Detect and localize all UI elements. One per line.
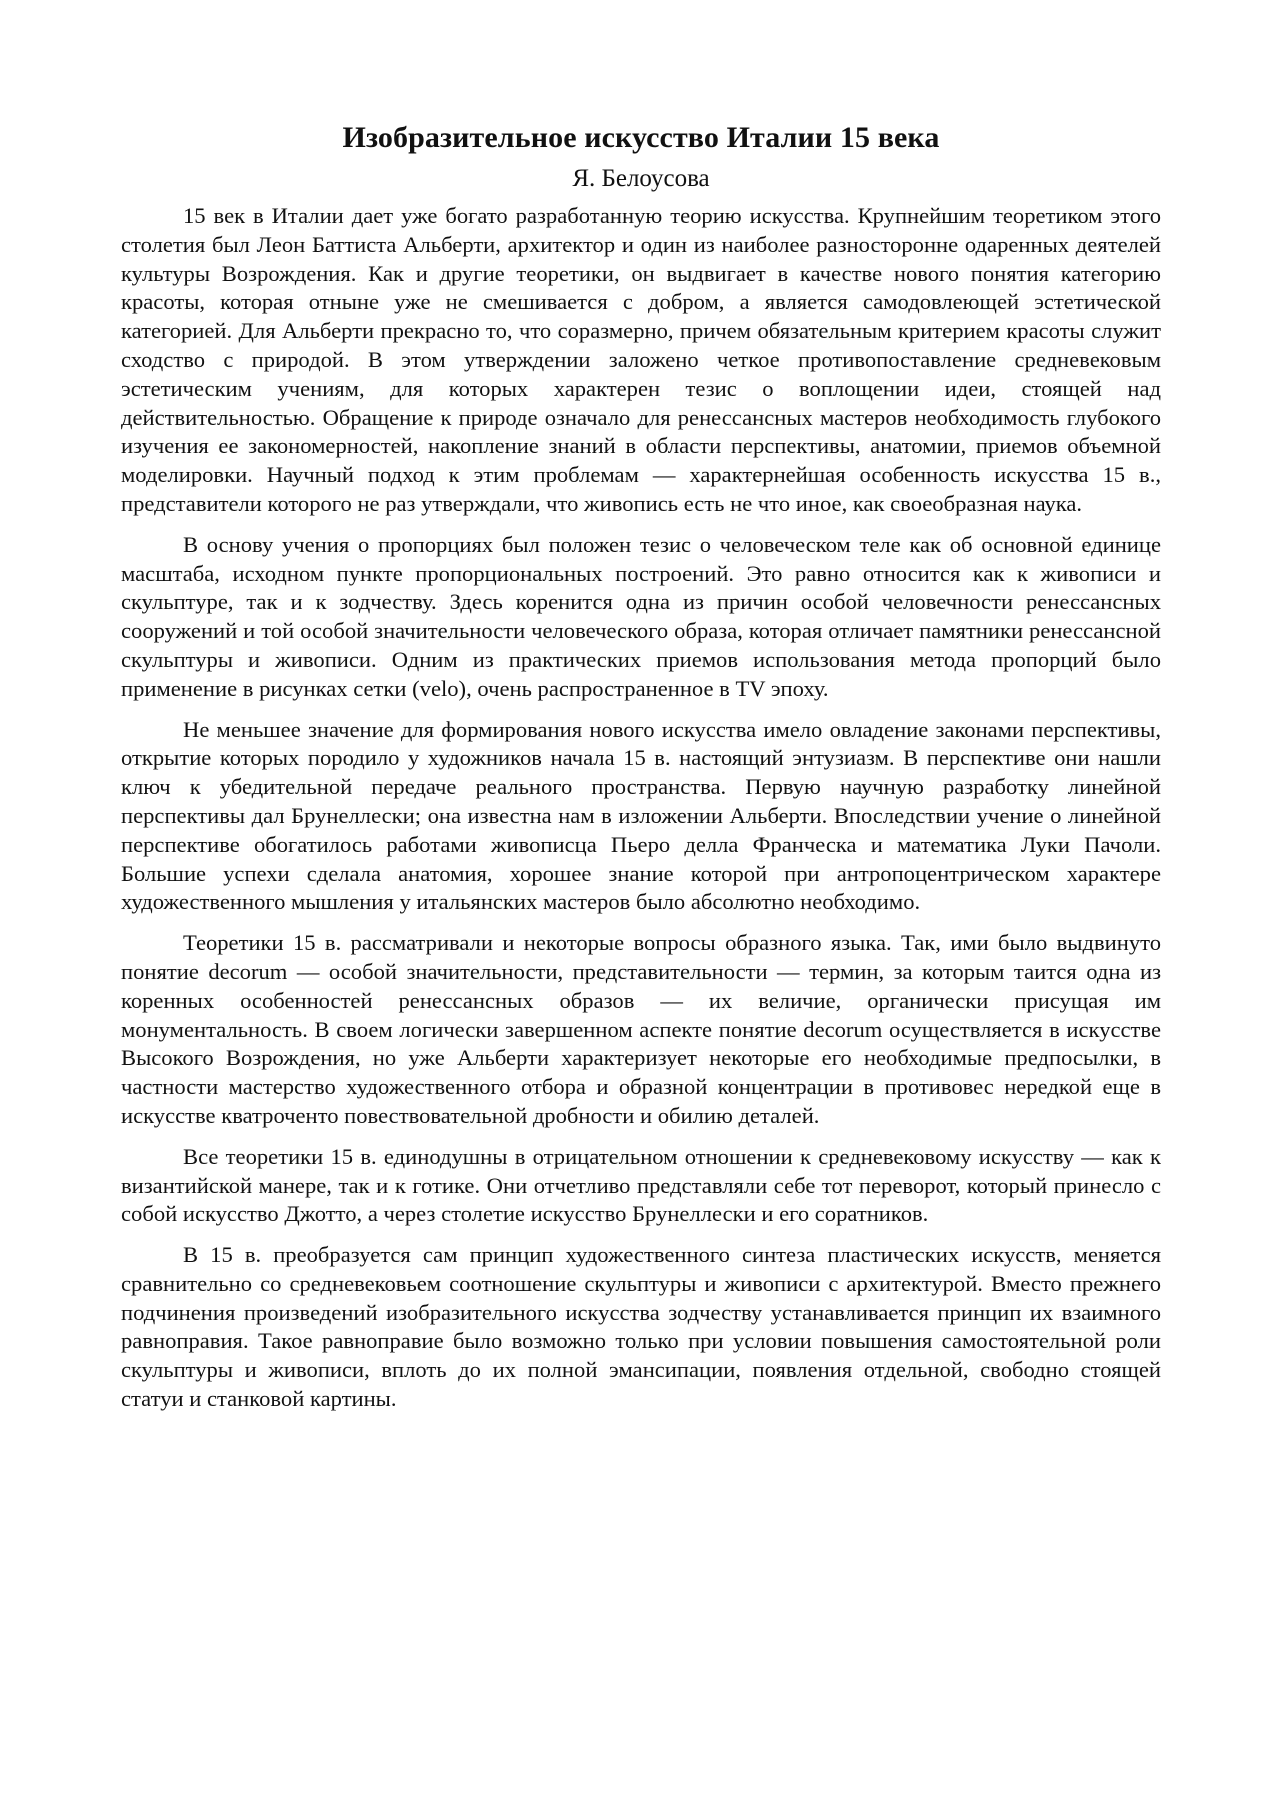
paragraph-3: Не меньшее значение для формирования нового искусства имело овладение законами перспективы, открытие которых породило у художников начала 15 в. настоящий энтузиазм. В перспективе они нашли ключ к убедительной передаче реального пространства. Первую научную разработку линейной перспективы дал Брунеллески; она известна нам в изложении Альберти. Впоследствии учение о линейной перспективе обогатилось работами живописца Пьеро делла Франческа и математика Луки Пачоли. Большие успехи сделала анатомия, хорошее знание которой при антропоцентрическом характере художественного мышления у итальянских мастеров было абсолютно необходимо.	[121, 716, 1161, 915]
document-author: Я. Белоусова	[572, 165, 710, 192]
paragraph-5: Все теоретики 15 в. единодушны в отрицательном отношении к средневековому искусству — как к византийской манере, так и к готике. Они отчетливо представляли себе тот переворот, который принесло с собой искусство Джотто, а через столетие искусство Брунеллески и его соратников.	[121, 1143, 1161, 1227]
paragraph-6: В 15 в. преобразуется сам принцип художественного синтеза пластических искусств, меняется сравнительно со средневековьем соотношение скульптуры и живописи с архитектурой. Вместо прежнего подчинения произведений изобразительного искусства зодчеству устанавливается принцип их взаимного равноправия. Такое равноправие было возможно только при условии повышения самостоятельной роли скульптуры и живописи, вплоть до их полной эмансипации, появления отдельной, свободно стоящей статуи и станковой картины.	[121, 1242, 1161, 1412]
paragraph-1: 15 век в Италии дает уже богато разработанную теорию искусства. Крупнейшим теоретиком этого столетия был Леон Баттиста Альберти, архитектор и один из наиболее разносторонне одаренных деятелей культуры Возрождения. Как и другие теоретики, он выдвигает в качестве нового понятия категорию красоты, которая отныне уже не смешивается с добром, а является самодовлеющей эстетической категорией. Для Альберти прекрасно то, что соразмерно, причем обязательным критерием красоты служит сходство с природой. В этом утверждении заложено четкое противопоставление средневековым эстетическим учениям, для которых характерен тезис о воплощении идеи, стоящей над действительностью. Обращение к природе означало для ренессансных мастеров необходимость глубокого изучения ее закономерностей, накопление знаний в области перспективы, анатомии, приемов объемной моделировки. Научный подход к этим проблемам — характернейшая особенность искусства 15 в., представители которого не раз утверждали, что живопись есть не что иное, как своеобразная наука.	[121, 203, 1161, 516]
paragraph-2: В основу учения о пропорциях был положен тезис о человеческом теле как об основной единице масштаба, исходном пункте пропорциональных построений. Это равно относится как к живописи и скульптуре, так и к зодчеству. Здесь коренится одна из причин особой человечности ренессансных сооружений и той особой значительности человеческого образа, которая отличает памятники ренессансной скульптуры и живописи. Одним из практических приемов использования метода пропорций было применение в рисунках сетки (velo), очень распространенное в TV эпоху.	[121, 531, 1161, 701]
document-content	[121, 118, 1161, 1426]
document-title: Изобразительное искусство Италии 15 века	[342, 121, 940, 154]
paragraph-4: Теоретики 15 в. рассматривали и некоторые вопросы образного языка. Так, ими было выдвинуто понятие decorum — особой значительности, представительности — термин, за которым таится одна из коренных особенностей ренессансных образов — их величие, органически присущая им монументальность. В своем логически завершенном аспекте понятие decorum осуществляется в искусстве Высокого Возрождения, но уже Альберти характеризует некоторые его необходимые предпосылки, в частности мастерство художественного отбора и образной концентрации в противовес нередкой еще в искусстве кватроченто повествовательной дробности и обилию деталей.	[121, 930, 1161, 1128]
